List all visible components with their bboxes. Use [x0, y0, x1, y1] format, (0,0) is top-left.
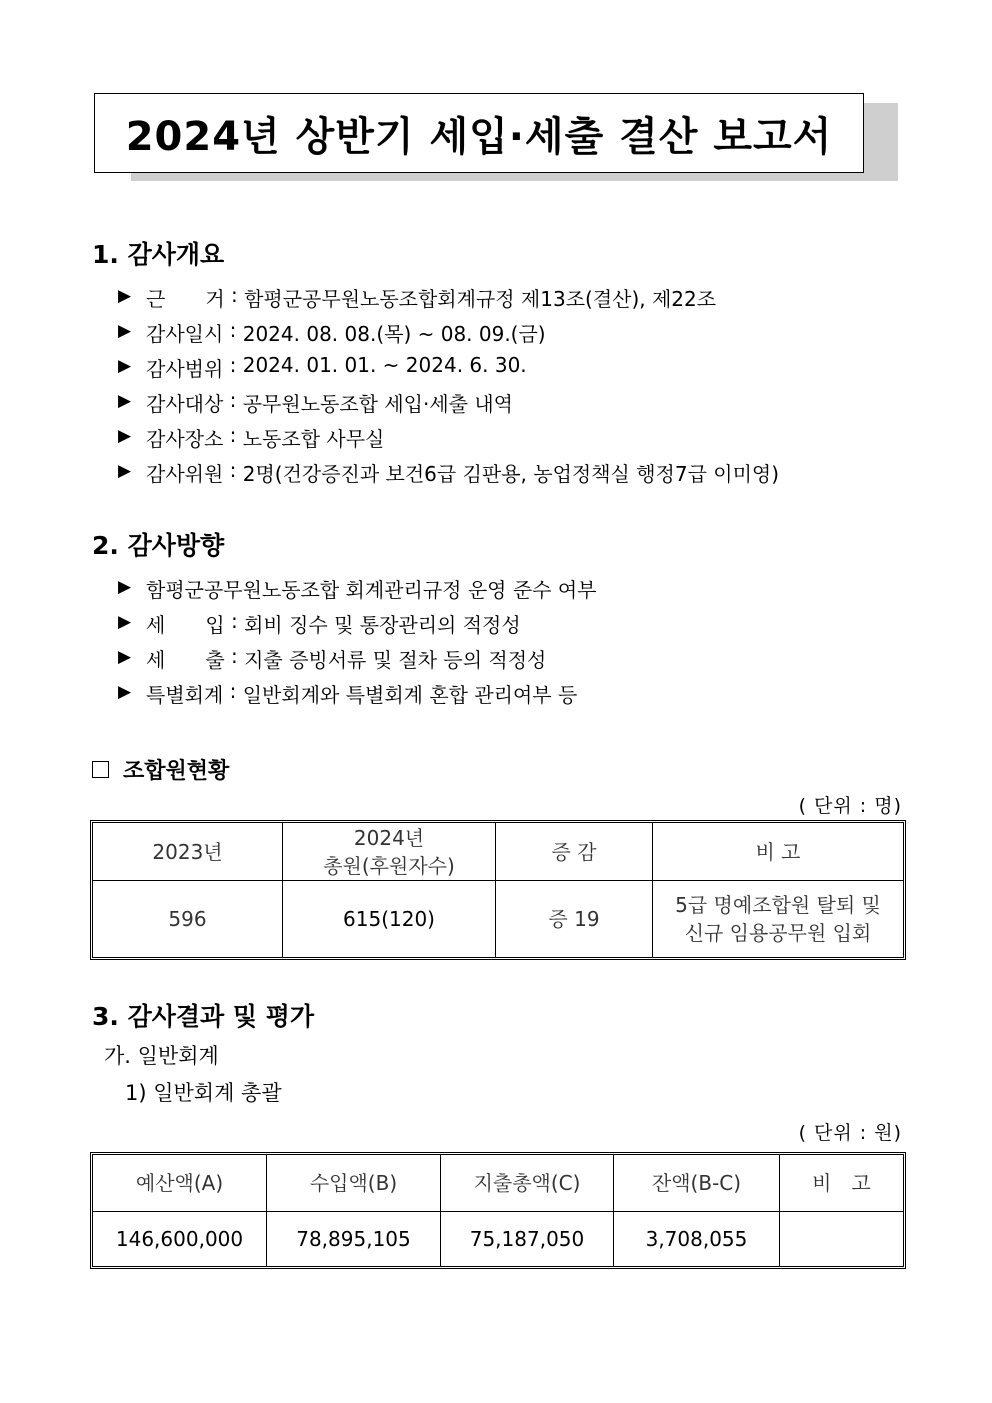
item-label: 감사범위 [146, 357, 224, 381]
section2-item-1 [118, 574, 596, 603]
colon: : [223, 318, 243, 342]
section1-item-3 [118, 353, 527, 382]
members-unit: ( 단위 : 명) [798, 795, 902, 817]
bullet-triangle-icon: ▶ [118, 356, 132, 376]
colon: : [223, 679, 243, 703]
section2-item-3 [118, 644, 546, 673]
section1-item-2 [118, 318, 546, 347]
data-cell [653, 881, 903, 957]
header-cell [283, 823, 496, 881]
item-value: 2024. 08. 08.(목) ~ 08. 09.(금) [242, 322, 546, 346]
item-label: 감사위원 [146, 462, 224, 486]
item-label: 특별회계 [146, 683, 224, 707]
section2-item-4 [118, 679, 577, 708]
header-cell: 수입액(B) [267, 1155, 441, 1212]
data-cell: 증 19 [496, 881, 653, 957]
data-cell [780, 1212, 903, 1266]
members-heading [92, 754, 229, 785]
item-value: 일반회계와 특별회계 혼합 관리여부 등 [242, 683, 578, 707]
members-table [90, 820, 906, 960]
header-cell: 지출총액(C) [441, 1155, 614, 1212]
colon: : [223, 353, 243, 377]
remark-line: 5급 명예조합원 탈퇴 및 [675, 893, 881, 917]
section3-heading: 3. 감사결과 및 평가 [92, 1002, 315, 1031]
document-title: 2024년 상반기 세입·세출 결산 보고서 [125, 113, 833, 160]
data-cell: 596 [93, 881, 283, 957]
bullet-triangle-icon: ▶ [118, 391, 132, 411]
section1-item-1 [118, 283, 716, 312]
item-value: 함평군공무원노동조합 회계관리규정 운영 준수 여부 [146, 578, 597, 602]
header-cell: 증 감 [496, 823, 653, 881]
header-line: 총원(후원자수) [323, 853, 455, 878]
sub-heading-summary: 1) 일반회계 총괄 [125, 1081, 282, 1105]
header-cell: 예산액(A) [93, 1155, 267, 1212]
item-label: 감사일시 [146, 322, 224, 346]
item-value: 노동조합 사무실 [242, 427, 385, 451]
item-value: 2명(건강증진과 보건6급 김판용, 농업정책실 행정7급 이미영) [242, 462, 780, 486]
bullet-triangle-icon: ▶ [118, 577, 132, 597]
checkbox-square-icon [92, 761, 109, 778]
section1-heading: 1. 감사개요 [92, 240, 225, 269]
section2-item-2 [118, 609, 521, 638]
remark-line: 신규 임용공무원 입회 [684, 921, 872, 945]
section2-heading: 2. 감사방향 [92, 531, 225, 560]
bullet-triangle-icon: ▶ [118, 321, 132, 341]
item-value: 지출 증빙서류 및 절차 등의 적정성 [244, 648, 547, 672]
header-cell: 비 고 [653, 823, 903, 881]
members-heading-text: 조합원현황 [123, 759, 230, 784]
accounts-table [90, 1152, 906, 1269]
header-line: 2024년 [353, 825, 425, 850]
header-cell: 잔액(B-C) [614, 1155, 780, 1212]
section1-item-5 [118, 423, 384, 452]
colon: : [224, 609, 245, 633]
item-label: 근 거 [146, 287, 225, 311]
item-label: 감사대상 [146, 392, 224, 416]
item-label: 세 출 [146, 648, 225, 672]
colon: : [223, 388, 243, 412]
item-value: 함평군공무원노동조합회계규정 제13조(결산), 제22조 [244, 287, 717, 311]
section1-item-4 [118, 388, 513, 417]
item-label: 세 입 [146, 613, 225, 637]
bullet-triangle-icon: ▶ [118, 461, 132, 481]
sub-heading-general: 가. 일반회계 [104, 1044, 219, 1068]
bullet-triangle-icon: ▶ [118, 286, 132, 306]
data-cell: 3,708,055 [614, 1212, 780, 1266]
item-value: 2024. 01. 01. ~ 2024. 6. 30. [242, 353, 527, 377]
colon: : [223, 458, 243, 482]
colon: : [224, 283, 245, 307]
members-data-row [93, 881, 903, 957]
accounts-header-row [93, 1155, 903, 1212]
bullet-triangle-icon: ▶ [118, 647, 132, 667]
bullet-triangle-icon: ▶ [118, 682, 132, 702]
item-value: 회비 징수 및 통장관리의 적정성 [244, 613, 521, 637]
bullet-triangle-icon: ▶ [118, 612, 132, 632]
data-cell: 75,187,050 [441, 1212, 614, 1266]
title-box [94, 93, 864, 173]
header-cell: 2023년 [93, 823, 283, 881]
data-cell: 615(120) [283, 881, 496, 957]
header-cell: 비 고 [780, 1155, 903, 1212]
data-cell: 146,600,000 [93, 1212, 267, 1266]
bullet-triangle-icon: ▶ [118, 426, 132, 446]
item-label: 감사장소 [146, 427, 224, 451]
colon: : [223, 423, 243, 447]
data-cell: 78,895,105 [267, 1212, 441, 1266]
colon: : [224, 644, 245, 668]
members-header-row [93, 823, 903, 881]
item-value: 공무원노동조합 세입·세출 내역 [242, 392, 513, 416]
accounts-unit: ( 단위 : 원) [798, 1122, 902, 1144]
section1-item-6 [118, 458, 779, 487]
accounts-data-row [93, 1212, 903, 1266]
